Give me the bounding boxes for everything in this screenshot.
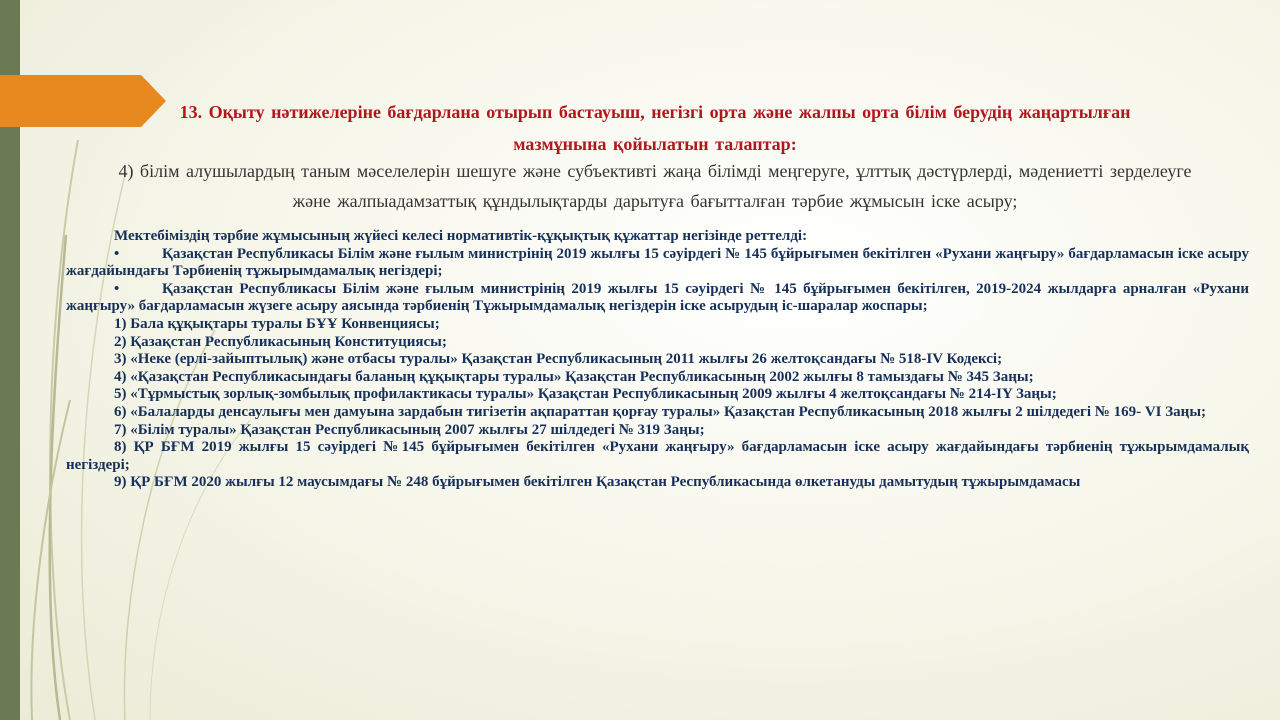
list-item: 2) Қазақстан Республикасының Конституциясы; bbox=[114, 333, 447, 350]
bullet-icon: • bbox=[114, 245, 120, 262]
list-item: 3) «Неке (ерлі-зайыптылық) және отбасы туралы» Қазақстан Республикасының 2011 жылғы 26 желтоқсандағы № 518-IV Кодексі; bbox=[114, 351, 1003, 368]
list-item: • Қазақстан Республикасы Білім және ғылым министрінің 2019 жылғы 15 сәуірдегі № 145 бұйрығымен бекітілген «Рухани жаңғыру» бағдарламасын іске асыру жағдайындағы Тәрбиенің тұжырымдамалық негіздері; bbox=[66, 245, 1249, 280]
regulations-list bbox=[66, 228, 1249, 492]
slide-title: 13. Оқыту нәтижелеріне бағдарлана отырып бастауыш, негізгі орта және жалпы орта білім берудің жаңартылған мазмұнына қойылатын талаптар: bbox=[179, 102, 1131, 154]
list-item: 1) Бала құқықтары туралы БҰҰ Конвенциясы; bbox=[114, 315, 440, 332]
list-item: 4) «Қазақстан Республикасындағы баланың құқықтары туралы» Қазақстан Республикасының 2002 жылғы 8 тамыздағы № 345 Заңы; bbox=[114, 368, 1034, 385]
list-item: 9) ҚР БҒМ 2020 жылғы 12 маусымдағы № 248 бұйрығымен бекітілген Қазақстан Республикасында өлкетануды дамытудың тұжырымдамасы bbox=[114, 474, 1081, 491]
orange-arrow-banner bbox=[0, 75, 166, 127]
list-item: 7) «Білім туралы» Қазақстан Республикасының 2007 жылғы 27 шілдедегі № 319 Заңы; bbox=[114, 421, 705, 438]
slide-subtitle: 4) білім алушылардың таным мәселелерін шешуге және субъективті жаңа білімді меңгеруге, ұлттық дәстүрлерді, мәдениетті зерделеуге және жалпыадамзаттық құндылықтарды дарытуға бағытталған тәрбие жұмысын іске асыру; bbox=[118, 161, 1192, 211]
bullet-icon: • bbox=[114, 280, 120, 297]
list-item: • Қазақстан Республикасы Білім және ғылым министрінің 2019 жылғы 15 сәуірдегі № 145 бұйрығымен бекітілген, 2019-2024 жылдарға арналған «Рухани жаңғыру» бағдарламасын жүзеге асыру аясында тәрбиенің Тұжырымдамалық негіздерін іске асырудың іс-шаралар жоспары; bbox=[66, 280, 1249, 315]
intro-text: Мектебіміздің тәрбие жұмысының жүйесі келесі нормативтік-құқықтық құжаттар негізінде реттелді: bbox=[114, 228, 808, 244]
list-item: 6) «Балаларды денсаулығы мен дамуына зардабын тигізетін ақпараттан қорғау туралы» Қазақстан Республикасының 2018 жылғы 2 шілдедегі № 169- VI Заңы; bbox=[114, 403, 1207, 420]
list-item: 5) «Тұрмыстық зорлық-зомбылық профилактикасы туралы» Қазақстан Республикасының 2009 жылғы 4 желтоқсандағы № 214-IY Заңы; bbox=[114, 386, 1057, 403]
list-item: 8) ҚР БҒМ 2019 жылғы 15 сәуірдегі №145 бұйрығымен бекітілген «Рухани жаңғыру» бағдарламасын іске асыру жағдайындағы тәрбиенің тұжырымдамалық негіздері; bbox=[66, 439, 1249, 473]
